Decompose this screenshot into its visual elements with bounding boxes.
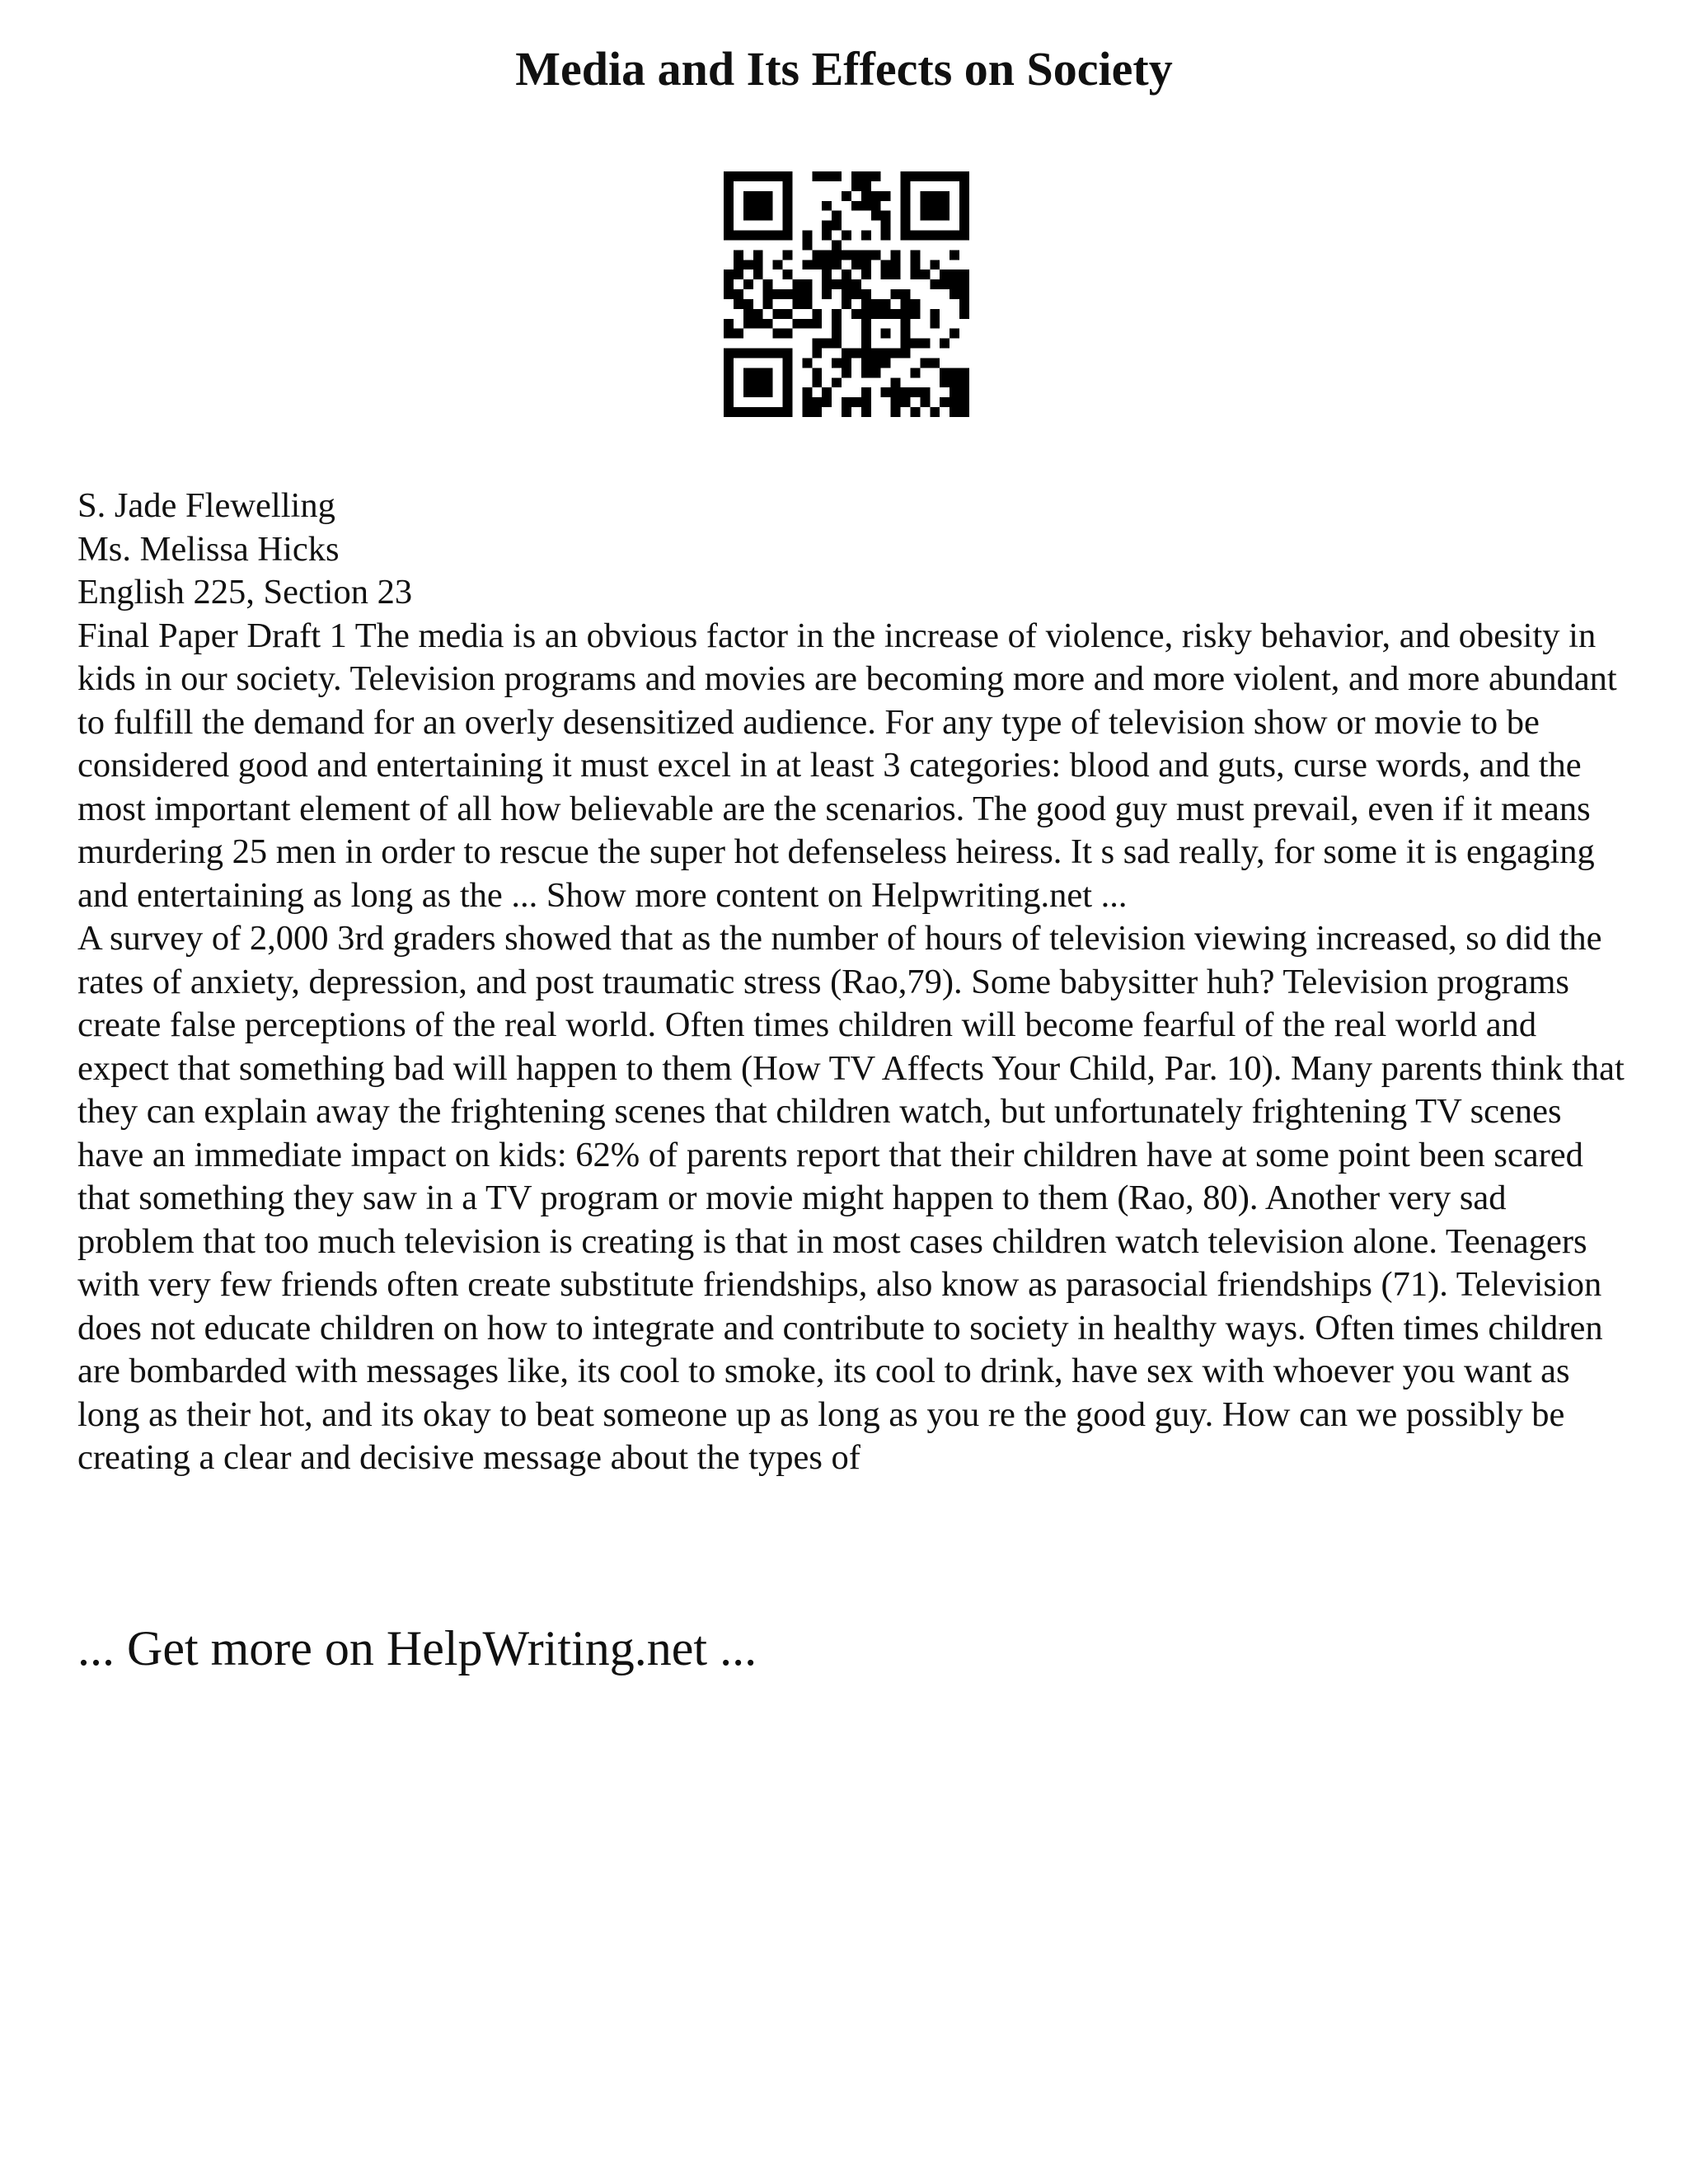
paragraph-2: A survey of 2,000 3rd graders showed that as the number of hours of television viewing increased, so did the rates of anxiety, depression, and post traumatic stress (Rao,79). Some babysitter huh? Television programs create false perceptions of the real world. Often times children will become fearful of the real world and expect that something bad will happen to them (How TV Affects Your Child, Par. 10). Many parents think that they can explain away the frightening scenes that children watch, but unfortunately frightening TV scenes have an immediate impact on kids: 62% of parents report that their children have at some point been scared that something they saw in a TV program or movie might happen to them (Rao, 80). Another very sad problem that too much television is creating is that in most cases children watch television alone. Teenagers with very few friends often create substitute friendships, also know as parasocial friendships (71). Television does not educate children on how to integrate and contribute to society in healthy ways. Often times children are bombarded with messages like, its cool to smoke, its cool to drink, have sex with whoever you want as long as their hot, and its okay to beat someone up as long as you re the good guy. How can we possibly be creating a clear and decisive message about the types of: [77, 919, 1625, 1477]
author-name: S. Jade Flewelling: [77, 486, 335, 525]
document-title: Media and Its Effects on Society: [515, 42, 1173, 96]
qr-code-icon[interactable]: [724, 171, 969, 417]
paragraph-1: Final Paper Draft 1 The media is an obvious factor in the increase of violence, risky behavior, and obesity in kids in our society. Television programs and movies are becoming more and more violent, and more abundant to fulfill the demand for an overly desensitized audience. For any type of television show or movie to be considered good and entertaining it must excel in at least 3 categories: blood and guts, curse words, and the most important element of all how believable are the scenarios. The good guy must prevail, even if it means murdering 25 men in order to rescue the super hot defenseless heiress. It s sad really, for some it is engaging and entertaining as long as the ... Show more content on Helpwriting.net ...: [77, 616, 1617, 915]
course-info: English 225, Section 23: [77, 573, 413, 612]
document-body: [77, 485, 1627, 1480]
instructor-name: Ms. Melissa Hicks: [77, 529, 340, 569]
get-more-link[interactable]: ... Get more on HelpWriting.net ...: [77, 1621, 757, 1675]
